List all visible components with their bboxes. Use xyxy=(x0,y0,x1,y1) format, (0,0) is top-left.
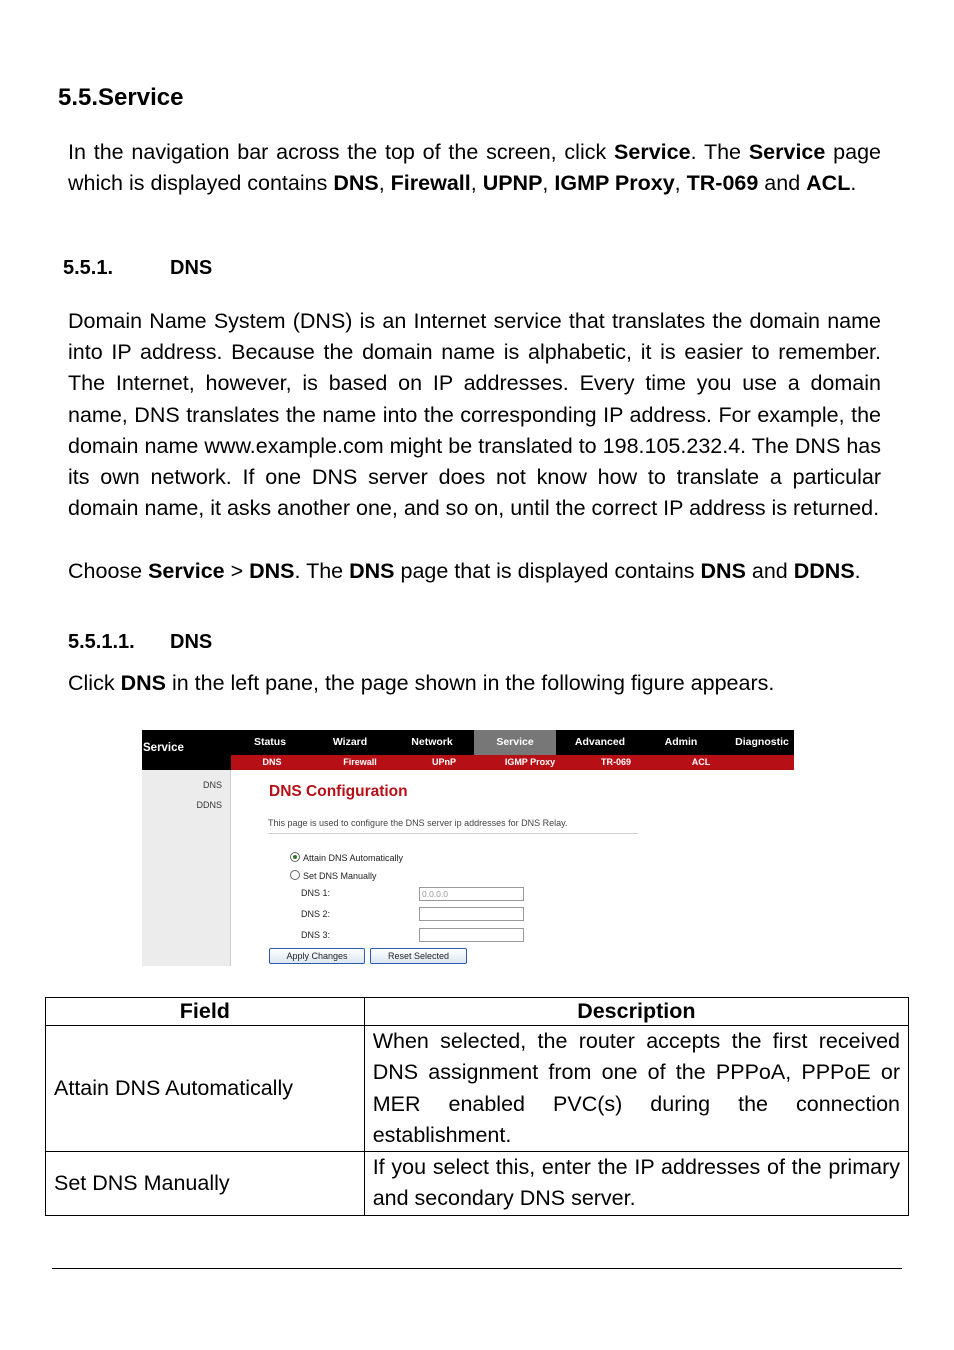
dns-configuration-screenshot xyxy=(142,730,794,966)
tab-advanced[interactable]: Advanced xyxy=(574,736,626,748)
bold-term: DNS xyxy=(333,171,379,196)
radio-selected-icon xyxy=(290,852,300,862)
apply-changes-button[interactable]: Apply Changes xyxy=(269,948,365,964)
section-title: 5.5.Service xyxy=(58,84,184,111)
radio-unselected-icon xyxy=(290,870,300,880)
dns1-input[interactable]: 0.0.0.0 xyxy=(419,887,524,901)
text-run: and xyxy=(758,171,807,196)
field-cell: Set DNS Manually xyxy=(46,1152,365,1216)
table-row xyxy=(46,1152,909,1216)
bold-term: DNS xyxy=(249,559,295,583)
left-nav-dns[interactable]: DNS xyxy=(202,780,222,790)
bold-term: DNS xyxy=(349,559,395,583)
text-run: , xyxy=(470,171,483,196)
bold-term: DDNS xyxy=(793,559,855,583)
dns2-label: DNS 2: xyxy=(301,909,331,919)
tab-status[interactable]: Status xyxy=(253,736,287,748)
brand-label: Service xyxy=(143,742,184,754)
text-run: . xyxy=(850,171,857,196)
text-run: . The xyxy=(294,559,350,583)
attain-dns-automatically-label: Attain DNS Automatically xyxy=(303,853,404,863)
bold-term: TR-069 xyxy=(686,171,759,196)
bold-term: Firewall xyxy=(390,171,471,196)
choose-paragraph xyxy=(68,556,881,587)
table-header-row xyxy=(46,998,909,1026)
subsubsection-heading xyxy=(68,631,212,654)
dns2-input[interactable] xyxy=(419,907,524,921)
set-dns-manually-label: Set DNS Manually xyxy=(303,871,377,881)
text-run: , xyxy=(542,171,555,196)
page-description: This page is used to configure the DNS server ip addresses for DNS Relay. xyxy=(268,818,568,828)
header-field: Field xyxy=(46,998,365,1026)
text-run: in the left pane, the page shown in the following figure appears. xyxy=(165,671,775,695)
intro-paragraph xyxy=(68,137,881,199)
tab-diagnostic[interactable]: Diagnostic xyxy=(735,736,789,748)
field-description-table xyxy=(45,997,909,1216)
bold-term: Service xyxy=(148,559,225,583)
subtab-tr069[interactable]: TR-069 xyxy=(600,757,631,767)
dns-paragraph: Domain Name System (DNS) is an Internet service that translates the domain name into IP address. Because the domain name is alphabetic, it is easier to remember. The Internet, however, is based on IP addresses. Every time you use a domain name, DNS translates the name into the corresponding IP address. For example, the domain name www.example.com might be translated to 198.105.232.4. The DNS has its own network. If one DNS server does not know how to translate a particular domain name, it asks another one, and so on, until the correct IP address is returned. xyxy=(68,309,881,521)
left-nav-ddns[interactable]: DDNS xyxy=(196,800,222,810)
text-run: , xyxy=(674,171,687,196)
subtab-igmp-proxy[interactable]: IGMP Proxy xyxy=(504,757,556,767)
bold-term: DNS xyxy=(120,671,166,695)
text-run: Choose xyxy=(68,559,149,583)
content-pane xyxy=(231,770,794,966)
text-run: , xyxy=(378,171,391,196)
bold-term: ACL xyxy=(806,171,851,196)
subtab-acl[interactable]: ACL xyxy=(691,757,711,767)
bold-term: Service xyxy=(614,140,691,164)
dns3-input[interactable] xyxy=(419,928,524,942)
text-run: Click xyxy=(68,671,121,695)
bold-term: IGMP Proxy xyxy=(554,171,675,196)
description-cell: If you select this, enter the IP addresses of the primary and secondary DNS server. xyxy=(364,1152,908,1216)
attain-dns-automatically-radio[interactable] xyxy=(290,852,403,863)
dns1-label: DNS 1: xyxy=(301,888,331,898)
tab-wizard[interactable]: Wizard xyxy=(332,736,368,748)
text-run: In the navigation bar across the top of the screen, click xyxy=(68,140,615,164)
tab-admin[interactable]: Admin xyxy=(664,736,698,748)
click-paragraph xyxy=(68,668,881,699)
description-cell: When selected, the router accepts the first received DNS assignment from one of the PPPoA, PPPoE or MER enabled PVC(s) during the connection establishment. xyxy=(364,1026,908,1152)
subsubsection-number: 5.5.1.1. xyxy=(68,631,135,653)
text-run: and xyxy=(745,559,794,583)
subtab-firewall[interactable]: Firewall xyxy=(343,757,377,767)
text-run: . The xyxy=(690,140,749,164)
tab-network[interactable]: Network xyxy=(411,736,453,748)
table-row xyxy=(46,1026,909,1152)
dns3-label: DNS 3: xyxy=(301,930,331,940)
reset-selected-button[interactable]: Reset Selected xyxy=(370,948,467,964)
subsubsection-title: DNS xyxy=(170,631,213,653)
bold-term: Service xyxy=(748,140,826,164)
subtab-dns[interactable]: DNS xyxy=(262,757,282,767)
text-run: . xyxy=(854,559,861,583)
set-dns-manually-radio[interactable] xyxy=(290,870,377,881)
left-pane xyxy=(142,770,231,966)
field-cell: Attain DNS Automatically xyxy=(46,1026,365,1152)
divider xyxy=(268,833,638,834)
header-description: Description xyxy=(364,998,908,1026)
bold-term: DNS xyxy=(700,559,746,583)
text-run: page that is displayed contains xyxy=(394,559,701,583)
bold-term: UPNP xyxy=(482,171,543,196)
tab-service[interactable]: Service xyxy=(474,730,556,755)
text-run: page which is displayed contains xyxy=(68,140,881,196)
subsection-title: DNS xyxy=(170,257,213,279)
page-title: DNS Configuration xyxy=(269,783,408,800)
text-run: > xyxy=(224,559,250,583)
subsection-number: 5.5.1. xyxy=(63,257,114,279)
subtab-upnp[interactable]: UPnP xyxy=(431,757,456,767)
footer-rule xyxy=(52,1268,902,1269)
subsection-heading xyxy=(63,257,212,280)
